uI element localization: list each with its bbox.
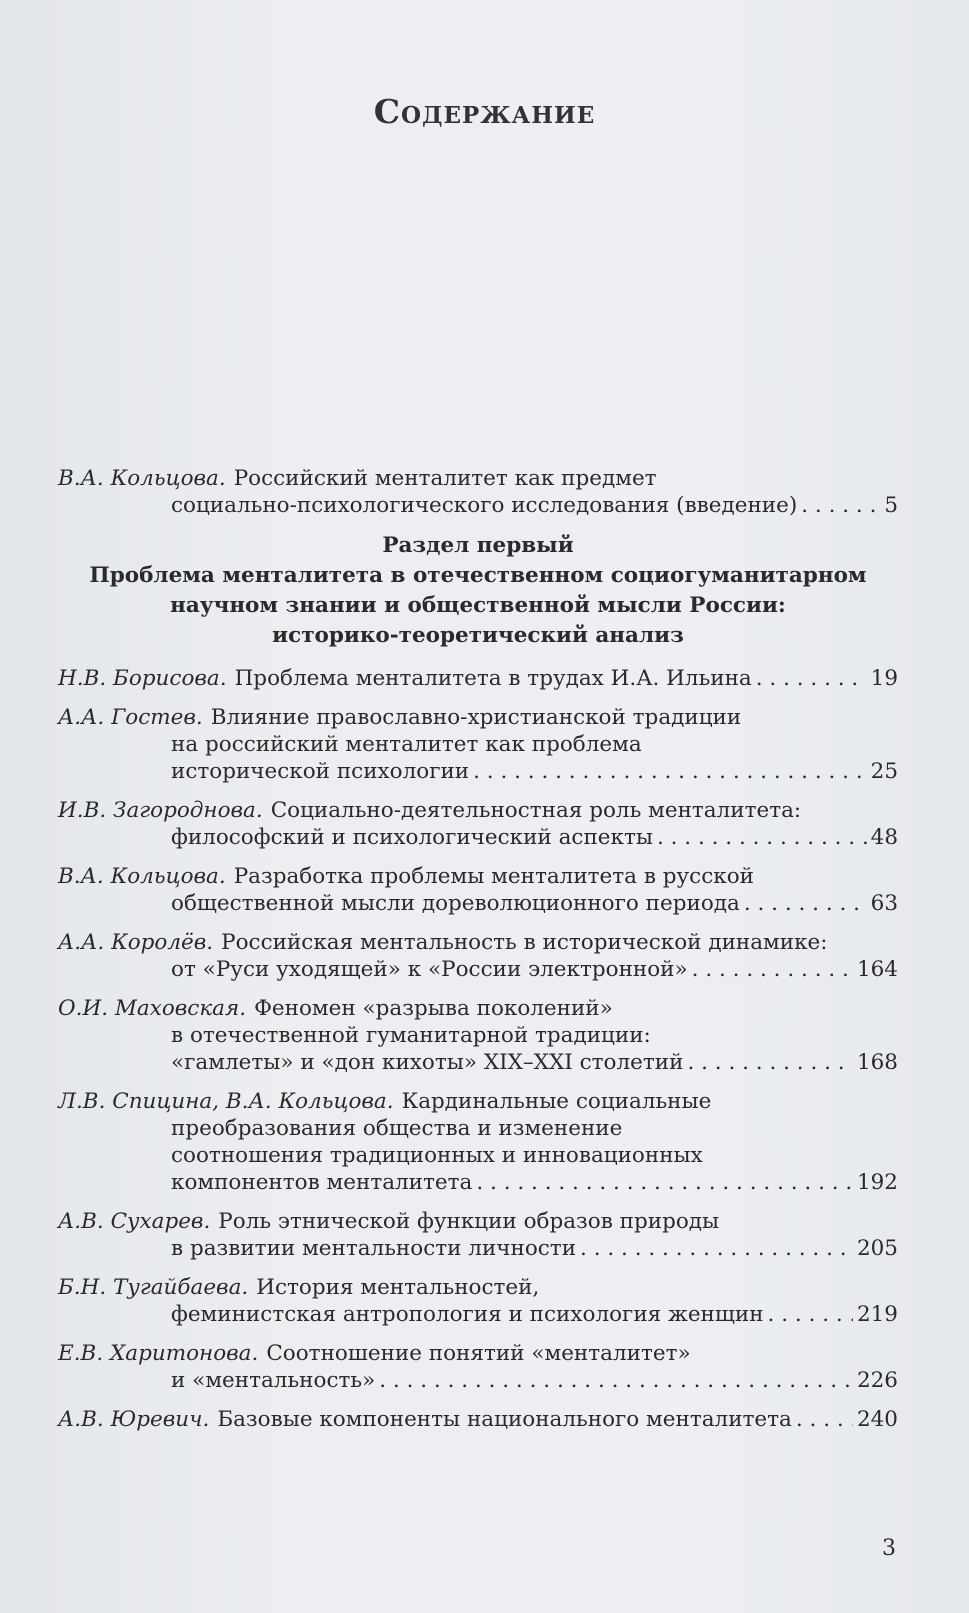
dot-leader	[768, 1301, 853, 1328]
toc-entry	[58, 704, 898, 785]
dot-leader	[473, 758, 867, 785]
dot-leader	[744, 890, 867, 917]
entry-title-line: Роль этнической функции образов природы	[218, 1209, 720, 1234]
toc-entry	[58, 665, 898, 692]
entry-page-number: 226	[856, 1368, 898, 1393]
dot-leader	[801, 492, 880, 519]
entry-author: В.А. Кольцова.	[58, 864, 226, 889]
entry-title-line: компонентов менталитета	[171, 1170, 473, 1195]
entry-title-line: История ментальностей,	[256, 1275, 540, 1300]
toc-entry-line	[58, 492, 898, 519]
toc-entry-intro	[58, 465, 898, 519]
entry-author: Л.В. Спицина, В.А. Кольцова.	[58, 1089, 394, 1114]
entry-page-number: 164	[856, 957, 898, 982]
entry-title-line: исторической психологии	[171, 759, 470, 784]
entry-title-line: общественной мысли дореволюционного периода	[171, 891, 740, 916]
toc-entry-line	[58, 1088, 898, 1115]
toc-entry-line	[58, 1301, 898, 1328]
entry-page-number: 192	[856, 1170, 898, 1195]
entry-title-line: Феномен «разрыва поколений»	[254, 996, 613, 1021]
entry-title-line: социально-психологического исследования (введение)	[171, 493, 798, 518]
entry-page-number: 219	[856, 1302, 898, 1327]
entry-title-line: Разработка проблемы менталитета в русской	[233, 864, 754, 889]
toc-entry	[58, 1208, 898, 1262]
entry-author: Б.Н. Тугайбаева.	[58, 1275, 249, 1300]
entry-title-line: на российский менталитет как проблема	[171, 732, 642, 757]
section-heading-line: научном знании и общественной мысли России:	[170, 593, 786, 618]
entry-author: И.В. Загороднова.	[58, 798, 263, 823]
entry-title-line: Базовые компоненты национального менталитета	[217, 1407, 792, 1432]
toc-entry-line	[58, 797, 898, 824]
toc-entry-line	[58, 863, 898, 890]
toc-entry-line	[58, 890, 898, 917]
entry-page-number: 5	[884, 493, 898, 518]
table-of-contents	[58, 465, 898, 1445]
dot-leader	[796, 1406, 853, 1433]
toc-entry-line	[58, 758, 898, 785]
entry-page-number: 25	[870, 759, 898, 784]
entry-author: В.А. Кольцова.	[58, 466, 226, 491]
entry-title-line: Социально-деятельностная роль менталитета:	[270, 798, 802, 823]
toc-entry-line	[58, 1235, 898, 1262]
toc-entry	[58, 929, 898, 983]
toc-entry	[58, 1340, 898, 1394]
entry-title-line: Проблема менталитета в трудах И.А. Ильина	[234, 666, 752, 691]
entry-author: А.В. Юревич.	[58, 1407, 210, 1432]
entry-title-line: соотношения традиционных и инновационных	[171, 1143, 703, 1168]
section-heading-line: историко-теоретический анализ	[272, 623, 684, 648]
toc-entry	[58, 863, 898, 917]
entry-title-line: Российская ментальность в исторической динамике:	[221, 930, 828, 955]
toc-entry	[58, 1406, 898, 1433]
dot-leader	[580, 1235, 853, 1262]
entry-title-line: Соотношение понятий «менталитет»	[266, 1341, 691, 1366]
toc-entry-line	[58, 1274, 898, 1301]
toc-entry-line	[58, 1142, 898, 1169]
entry-page-number: 168	[856, 1050, 898, 1075]
section-heading-line: Проблема менталитета в отечественном социогуманитарном	[89, 563, 867, 588]
entry-title-line: в развитии ментальности личности	[171, 1236, 577, 1261]
toc-entry-line	[58, 731, 898, 758]
dot-leader	[692, 956, 853, 983]
entry-author: А.А. Королёв.	[58, 930, 214, 955]
toc-entry-line	[58, 956, 898, 983]
toc-entry-line	[58, 465, 898, 492]
section-heading-line: Раздел первый	[382, 533, 574, 558]
toc-entry-line	[58, 929, 898, 956]
entry-page-number: 240	[856, 1407, 898, 1432]
entry-title-line: «гамлеты» и «дон кихоты» XIX–XXI столетий	[171, 1050, 684, 1075]
dot-leader	[687, 1049, 853, 1076]
toc-entry-line	[58, 1367, 898, 1394]
toc-entry-line	[58, 1115, 898, 1142]
toc-entry-line	[58, 665, 898, 692]
entry-title-line: в отечественной гуманитарной традиции:	[171, 1023, 651, 1048]
toc-entry-line	[58, 1340, 898, 1367]
entry-title-line: Российский менталитет как предмет	[233, 466, 657, 491]
page-number: 3	[882, 1536, 896, 1561]
entry-page-number: 48	[870, 825, 898, 850]
toc-entry	[58, 1088, 898, 1196]
page-title: Содержание	[373, 92, 596, 131]
toc-entry-line	[58, 1208, 898, 1235]
dot-leader	[379, 1367, 853, 1394]
entry-title-line: феминистская антропология и психология женщин	[171, 1302, 764, 1327]
entry-title-line: от «Руси уходящей» к «России электронной»	[171, 957, 688, 982]
entry-author: А.В. Сухарев.	[58, 1209, 211, 1234]
entry-title-line: Кардинальные социальные	[401, 1089, 712, 1114]
entry-author: Н.В. Борисова.	[58, 666, 227, 691]
entry-title-line: и «ментальность»	[171, 1368, 376, 1393]
entry-author: А.А. Гостев.	[58, 705, 203, 730]
dot-leader	[756, 665, 867, 692]
toc-entry-line	[58, 1406, 898, 1433]
dot-leader	[657, 824, 867, 851]
entry-page-number: 63	[870, 891, 898, 916]
entry-author: Е.В. Харитонова.	[58, 1341, 259, 1366]
entry-title-line: преобразования общества и изменение	[171, 1116, 623, 1141]
toc-entry	[58, 797, 898, 851]
entry-title-line: философский и психологический аспекты	[171, 825, 653, 850]
entry-page-number: 205	[856, 1236, 898, 1261]
toc-entry-line	[58, 824, 898, 851]
dot-leader	[476, 1169, 853, 1196]
toc-entry-line	[58, 1049, 898, 1076]
entry-title-line: Влияние православно-христианской традиции	[210, 705, 742, 730]
toc-entry-line	[58, 1169, 898, 1196]
toc-entry-line	[58, 1022, 898, 1049]
toc-entry	[58, 995, 898, 1076]
toc-entry	[58, 1274, 898, 1328]
section-heading	[58, 531, 898, 651]
entry-page-number: 19	[870, 666, 898, 691]
toc-entry-line	[58, 704, 898, 731]
toc-entry-line	[58, 995, 898, 1022]
entry-author: О.И. Маховская.	[58, 996, 247, 1021]
